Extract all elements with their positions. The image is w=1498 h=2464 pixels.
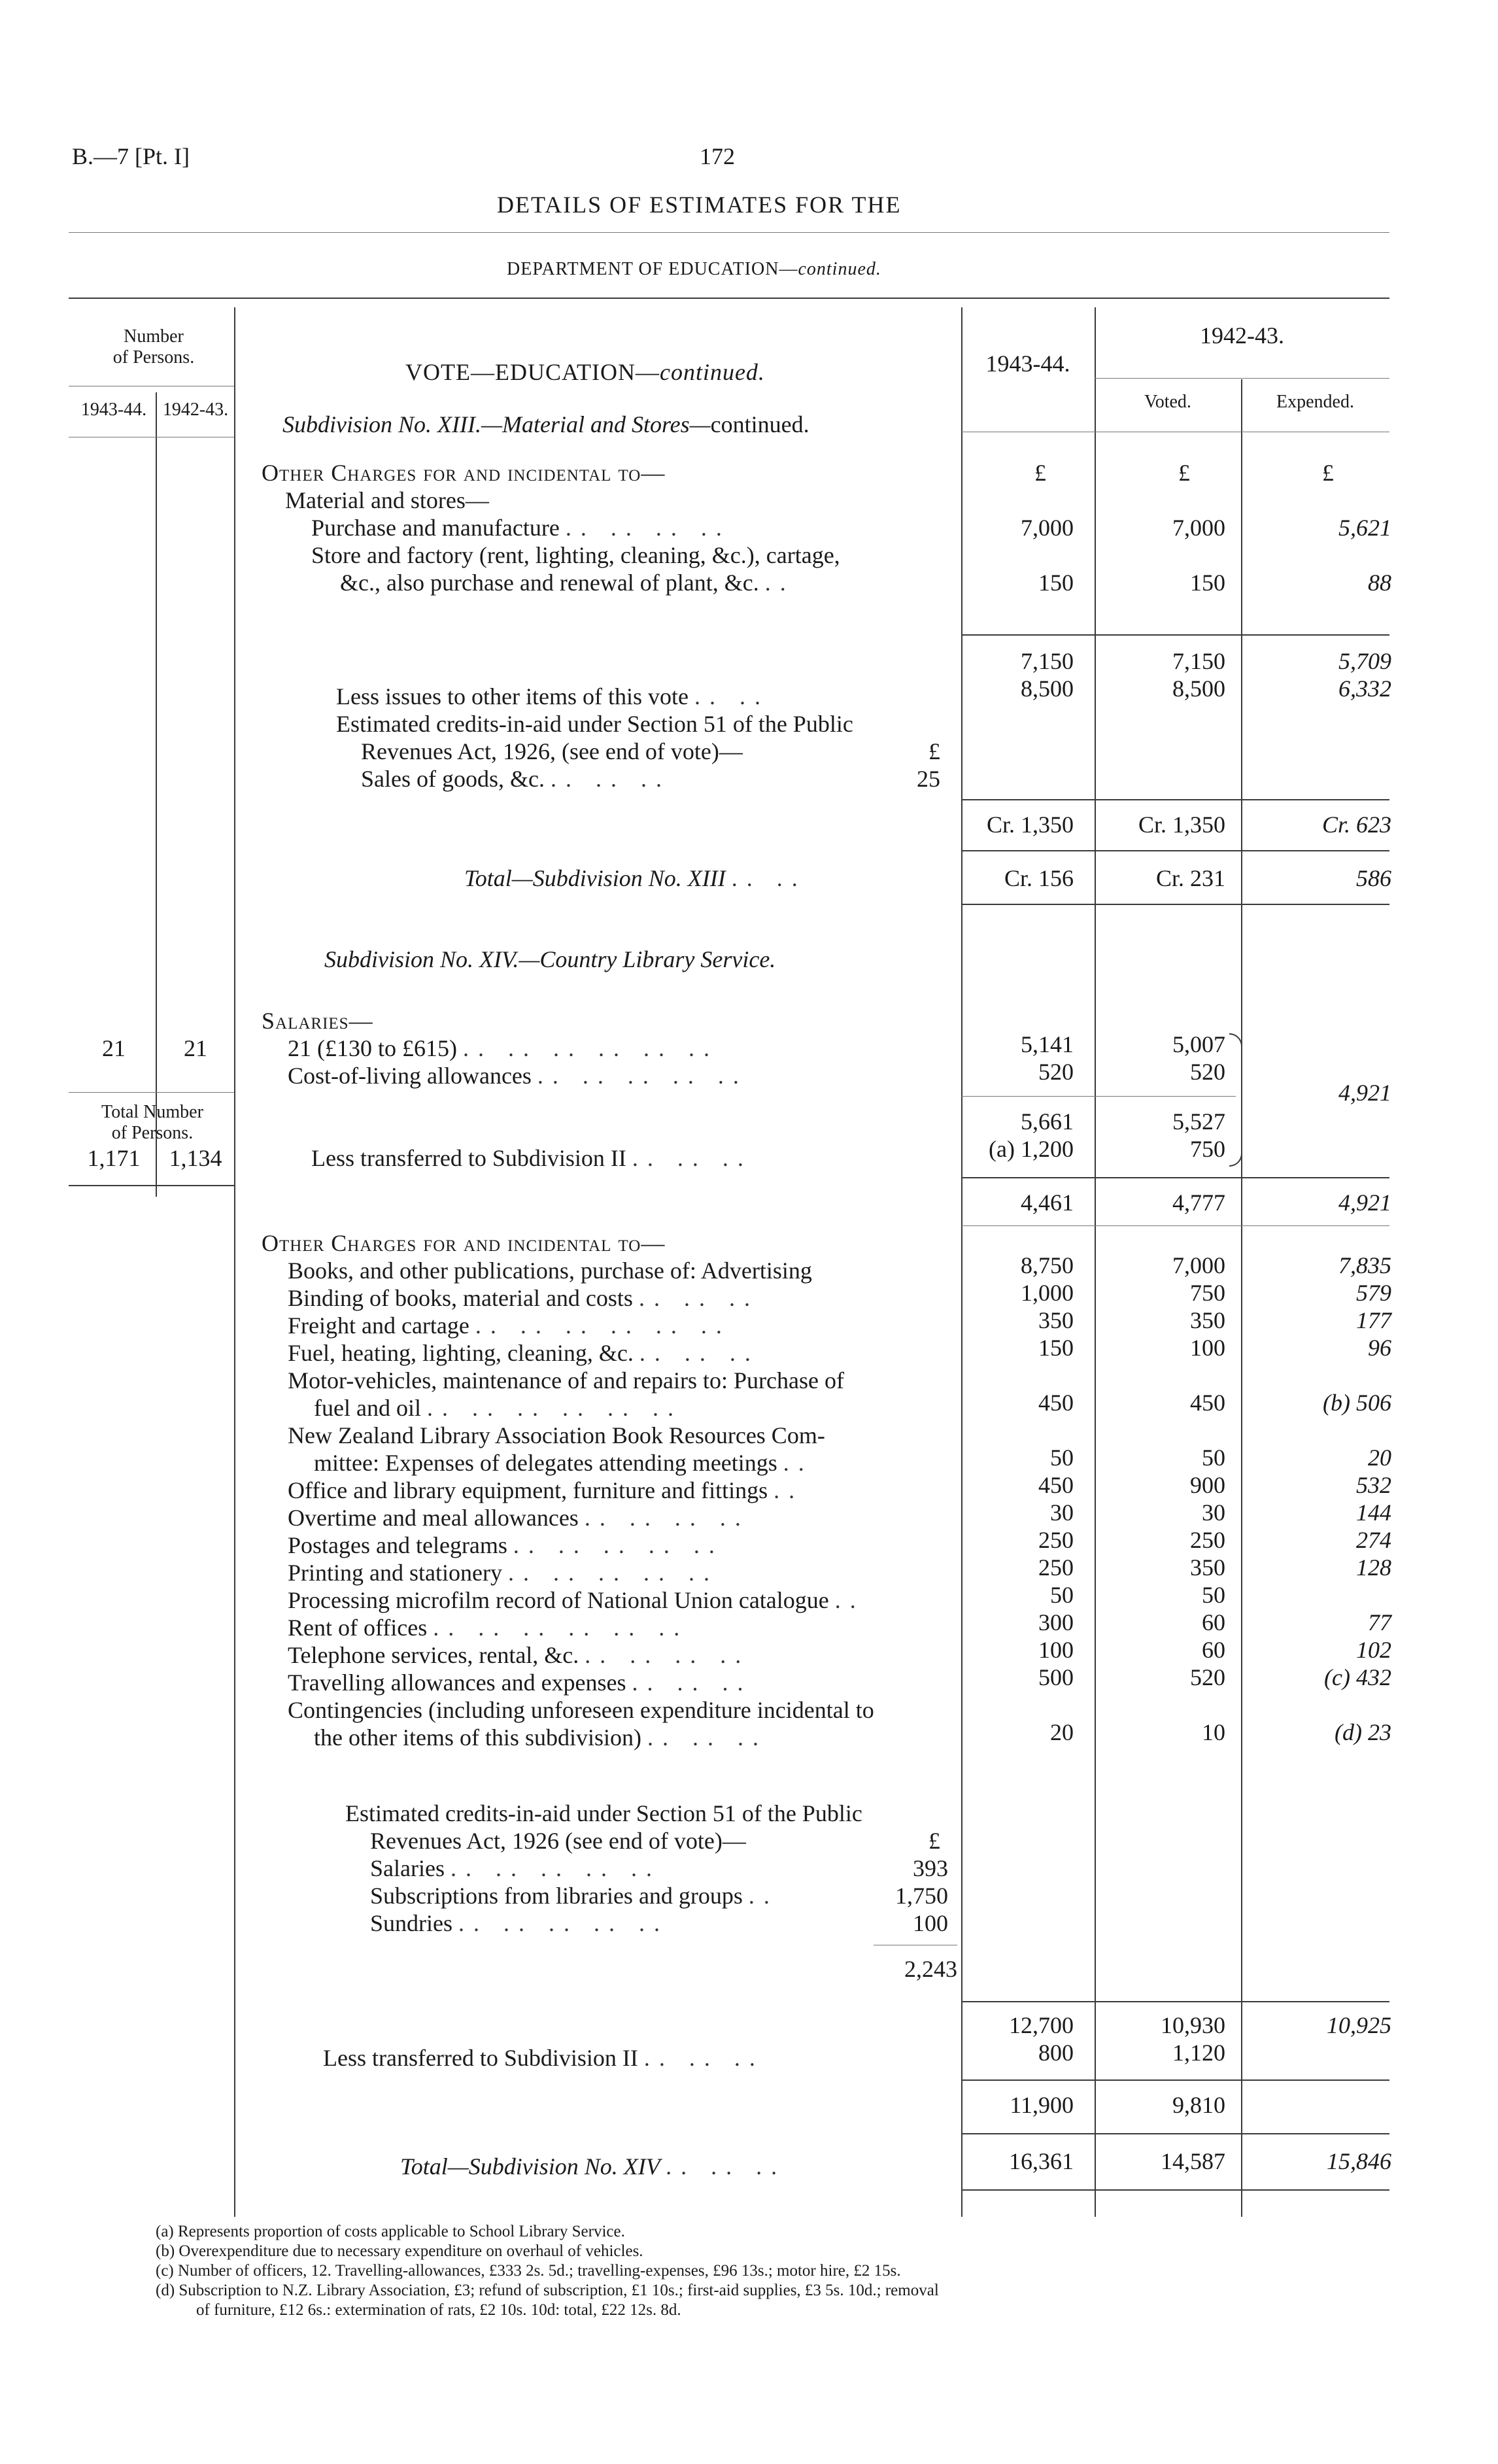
sub14-end-rule bbox=[961, 2189, 1389, 2191]
contingencies-expended: (d) 23 bbox=[1335, 1719, 1391, 1745]
microfilm-current: 50 bbox=[1050, 1582, 1074, 1608]
salaries-sub-rule bbox=[961, 1096, 1236, 1097]
overtime-label: Overtime and meal allowances .. .. .. .. bbox=[288, 1505, 750, 1531]
fuel-label: Fuel, heating, lighting, cleaning, &c. .. .. .. bbox=[288, 1340, 760, 1366]
salaries-range-label: 21 (£130 to £615) .. .. .. .. .. .. bbox=[288, 1035, 719, 1061]
sub13-credits-2: Revenues Act, 1926, (see end of vote)— bbox=[361, 738, 743, 764]
fuel-voted: 100 bbox=[1190, 1335, 1225, 1361]
sub13-total-voted: Cr. 231 bbox=[1155, 865, 1225, 891]
sub13-total-expended: 586 bbox=[1356, 865, 1391, 891]
less-issues-voted: 8,500 bbox=[1172, 676, 1225, 702]
cost-of-living-label: Cost-of-living allowances .. .. .. .. .. bbox=[288, 1063, 748, 1089]
telephone-voted: 60 bbox=[1202, 1637, 1225, 1663]
store-current: 150 bbox=[1038, 570, 1074, 596]
sub13-total-rule bbox=[961, 850, 1389, 851]
sub13-credits-pound: £ bbox=[928, 738, 940, 764]
purchase-label: Purchase and manufacture .. .. .. .. bbox=[311, 515, 731, 541]
persons-total-rule bbox=[69, 1092, 234, 1093]
rent-current: 300 bbox=[1038, 1609, 1074, 1635]
sub13-cr-expended: Cr. 623 bbox=[1321, 812, 1391, 838]
footnote-c: (c) Number of officers, 12. Travelling-allowances, £333 2s. 5d.; travelling-expenses, £96 13s.; motor hire, £2 15s. bbox=[156, 2262, 901, 2280]
persons-year-2: 1942-43. bbox=[162, 400, 229, 420]
less-transferred-voted: 750 bbox=[1190, 1136, 1225, 1162]
sub13-sum-current: 7,150 bbox=[1021, 648, 1074, 674]
sub13-sum-expended: 5,709 bbox=[1338, 648, 1391, 674]
table-top-rule bbox=[69, 298, 1389, 299]
salaries-net-expended: 4,921 bbox=[1338, 1189, 1391, 1216]
header-rule bbox=[69, 232, 1389, 233]
sub13-other-charges: Other Charges for and incidental to— bbox=[262, 460, 666, 486]
binding-expended: 579 bbox=[1356, 1280, 1391, 1306]
postages-expended: 274 bbox=[1356, 1527, 1391, 1553]
office-voted: 900 bbox=[1190, 1472, 1225, 1498]
microfilm-voted: 50 bbox=[1202, 1582, 1225, 1608]
contingencies-label-2: the other items of this subdivision) .. .. .. bbox=[314, 1724, 768, 1751]
rent-voted: 60 bbox=[1202, 1609, 1225, 1635]
sales-value: 25 bbox=[917, 766, 940, 792]
salaries-net-voted: 4,777 bbox=[1172, 1189, 1225, 1216]
motor-current: 450 bbox=[1038, 1390, 1074, 1416]
persons-end-rule bbox=[69, 1185, 234, 1186]
less-transferred-current: (a) 1,200 bbox=[989, 1136, 1074, 1162]
sub14-credits-2: Revenues Act, 1926 (see end of vote)— bbox=[370, 1828, 746, 1854]
salaries-end-rule bbox=[961, 1225, 1389, 1226]
less-transferred-2-label: Less transferred to Subdivision II .. .. .. bbox=[323, 2045, 764, 2071]
voted-header: Voted. bbox=[1144, 392, 1191, 412]
expended-header: Expended. bbox=[1276, 392, 1354, 412]
sub14-net-voted: 9,810 bbox=[1172, 2092, 1225, 2118]
telephone-current: 100 bbox=[1038, 1637, 1074, 1663]
salaries-voted: 5,007 bbox=[1172, 1031, 1225, 1057]
persons-header-2: of Persons. bbox=[112, 347, 195, 368]
sub14-credits-1: Estimated credits-in-aid under Section 51 of the Public bbox=[345, 1800, 862, 1826]
overtime-current: 30 bbox=[1050, 1499, 1074, 1526]
nzla-voted: 50 bbox=[1202, 1445, 1225, 1471]
total-persons-previous: 1,134 bbox=[169, 1145, 222, 1171]
salaries-brace bbox=[1229, 1033, 1242, 1167]
salaries-net-current: 4,461 bbox=[1021, 1189, 1074, 1216]
sub13-sum-voted: 7,150 bbox=[1172, 648, 1225, 674]
persons-column-line bbox=[234, 307, 235, 2217]
printing-voted: 350 bbox=[1190, 1554, 1225, 1581]
amount-column-line-1 bbox=[961, 307, 962, 2217]
sub14-credits-pound: £ bbox=[928, 1828, 940, 1854]
sub14-net-rule bbox=[961, 2079, 1389, 2081]
motor-label-2: fuel and oil .. .. .. .. .. .. bbox=[314, 1395, 683, 1421]
sub14-total-expended: 15,846 bbox=[1327, 2148, 1391, 2174]
credits-total: 2,243 bbox=[904, 1956, 957, 1982]
purchase-voted: 7,000 bbox=[1172, 515, 1225, 541]
books-label: Books, and other publications, purchase of: Advertising bbox=[288, 1258, 812, 1284]
persons-divider bbox=[156, 392, 157, 1197]
footnote-b: (b) Overexpenditure due to necessary expenditure on overhaul of vehicles. bbox=[156, 2242, 643, 2260]
sub14-sum-expended: 10,925 bbox=[1327, 2012, 1391, 2038]
store-expended: 88 bbox=[1368, 570, 1391, 596]
books-voted: 7,000 bbox=[1172, 1252, 1225, 1278]
store-label-2: &c., also purchase and renewal of plant, &c. .. bbox=[340, 570, 795, 596]
persons-year-1: 1943-44. bbox=[80, 400, 147, 420]
rent-expended: 77 bbox=[1368, 1609, 1391, 1635]
pound-col1: £ bbox=[1034, 460, 1046, 486]
amount-column-line-2 bbox=[1095, 307, 1096, 2217]
sub13-heading: Subdivision No. XIII.—Material and Stores—continued. bbox=[282, 411, 809, 437]
less-transferred-2-current: 800 bbox=[1038, 2040, 1074, 2066]
freight-voted: 350 bbox=[1190, 1307, 1225, 1333]
salaries-label: Salaries— bbox=[262, 1008, 373, 1034]
binding-label: Binding of books, material and costs .. .. .. bbox=[288, 1285, 759, 1311]
credit-salaries-label: Salaries .. .. .. .. .. bbox=[370, 1855, 661, 1881]
printing-current: 250 bbox=[1038, 1554, 1074, 1581]
amount-column-line-3 bbox=[1241, 379, 1242, 2217]
sub13-total-current: Cr. 156 bbox=[1004, 865, 1074, 891]
footnote-a: (a) Represents proportion of costs applicable to School Library Service. bbox=[156, 2223, 625, 2240]
microfilm-label: Processing microfilm record of National Union catalogue .. bbox=[288, 1587, 865, 1613]
overtime-voted: 30 bbox=[1202, 1499, 1225, 1526]
total-persons-current: 1,171 bbox=[87, 1145, 141, 1171]
year-header-rule bbox=[1095, 378, 1389, 379]
sub13-cr-rule bbox=[961, 799, 1389, 800]
sub14-sum-current: 12,700 bbox=[1009, 2012, 1074, 2038]
office-current: 450 bbox=[1038, 1472, 1074, 1498]
page-title: DETAILS OF ESTIMATES FOR THE bbox=[497, 192, 902, 218]
freight-label: Freight and cartage .. .. .. .. .. .. bbox=[288, 1312, 731, 1339]
sub14-other-charges: Other Charges for and incidental to— bbox=[262, 1230, 666, 1256]
sub14-sum-rule bbox=[961, 2001, 1389, 2002]
total-persons-label-2: of Persons. bbox=[111, 1123, 194, 1143]
credit-sundries-value: 100 bbox=[913, 1910, 948, 1936]
binding-current: 1,000 bbox=[1021, 1280, 1074, 1306]
sub14-total-voted: 14,587 bbox=[1161, 2148, 1225, 2174]
sub14-total-current: 16,361 bbox=[1009, 2148, 1074, 2174]
pound-col3: £ bbox=[1322, 460, 1334, 486]
salaries-subtotal-current: 5,661 bbox=[1021, 1108, 1074, 1135]
printing-expended: 128 bbox=[1356, 1554, 1391, 1581]
telephone-label: Telephone services, rental, &c. .. .. .. .. bbox=[288, 1642, 751, 1668]
nzla-current: 50 bbox=[1050, 1445, 1074, 1471]
material-label: Material and stores— bbox=[285, 487, 489, 513]
motor-voted: 450 bbox=[1190, 1390, 1225, 1416]
sub14-total-rule bbox=[961, 2133, 1389, 2134]
motor-expended: (b) 506 bbox=[1323, 1390, 1391, 1416]
nzla-expended: 20 bbox=[1368, 1445, 1391, 1471]
salaries-current: 5,141 bbox=[1021, 1031, 1074, 1057]
travelling-expended: (c) 432 bbox=[1324, 1664, 1391, 1690]
sub13-total-label: Total—Subdivision No. XIII .. .. bbox=[464, 865, 807, 891]
less-issues-expended: 6,332 bbox=[1338, 676, 1391, 702]
sub13-credits-1: Estimated credits-in-aid under Section 51 of the Public bbox=[336, 711, 853, 737]
page-subtitle: DEPARTMENT OF EDUCATION—continued. bbox=[507, 259, 881, 279]
less-transferred-label: Less transferred to Subdivision II .. .. .. bbox=[311, 1145, 753, 1171]
less-issues-label: Less issues to other items of this vote .. .. bbox=[336, 683, 770, 710]
postages-voted: 250 bbox=[1190, 1527, 1225, 1553]
col-voted: 520 bbox=[1190, 1059, 1225, 1085]
contingencies-label-1: Contingencies (including unforeseen expenditure incidental to bbox=[288, 1697, 874, 1723]
vote-title: VOTE—EDUCATION—continued. bbox=[405, 359, 765, 385]
store-label-1: Store and factory (rent, lighting, cleaning, &c.), cartage, bbox=[311, 542, 840, 568]
purchase-current: 7,000 bbox=[1021, 515, 1074, 541]
travelling-voted: 520 bbox=[1190, 1664, 1225, 1690]
travelling-label: Travelling allowances and expenses .. .. .. bbox=[288, 1669, 753, 1696]
salaries-subtotal-voted: 5,527 bbox=[1172, 1108, 1225, 1135]
sales-label: Sales of goods, &c. .. .. .. bbox=[361, 766, 671, 792]
travelling-current: 500 bbox=[1038, 1664, 1074, 1690]
sub13-cr-voted: Cr. 1,350 bbox=[1138, 812, 1225, 838]
office-label: Office and library equipment, furniture and fittings .. bbox=[288, 1477, 804, 1503]
telephone-expended: 102 bbox=[1356, 1637, 1391, 1663]
motor-label-1: Motor-vehicles, maintenance of and repairs to: Purchase of bbox=[288, 1367, 844, 1394]
less-transferred-2-voted: 1,120 bbox=[1172, 2040, 1225, 2066]
contingencies-voted: 10 bbox=[1202, 1719, 1225, 1745]
postages-current: 250 bbox=[1038, 1527, 1074, 1553]
credit-subscriptions-value: 1,750 bbox=[895, 1883, 948, 1909]
total-persons-label-1: Total Number bbox=[101, 1102, 203, 1122]
nzla-label-2: mittee: Expenses of delegates attending meetings .. bbox=[314, 1450, 813, 1476]
store-voted: 150 bbox=[1190, 570, 1225, 596]
salaries-expended: 4,921 bbox=[1338, 1080, 1391, 1106]
salaries-net-rule bbox=[961, 1177, 1389, 1178]
fuel-expended: 96 bbox=[1368, 1335, 1391, 1361]
persons-current: 21 bbox=[102, 1035, 126, 1061]
credit-sundries-label: Sundries .. .. .. .. .. bbox=[370, 1910, 669, 1936]
rent-label: Rent of offices .. .. .. .. .. .. bbox=[288, 1615, 689, 1641]
books-expended: 7,835 bbox=[1338, 1252, 1391, 1278]
year-current-header: 1943-44. bbox=[985, 351, 1070, 377]
sub13-sum-rule bbox=[961, 634, 1389, 636]
overtime-expended: 144 bbox=[1356, 1499, 1391, 1526]
footnote-d: (d) Subscription to N.Z. Library Association, £3; refund of subscription, £1 10s.; first-aid supplies, £3 5s. 10d.; removal bbox=[156, 2282, 939, 2299]
less-issues-current: 8,500 bbox=[1021, 676, 1074, 702]
freight-current: 350 bbox=[1038, 1307, 1074, 1333]
fuel-current: 150 bbox=[1038, 1335, 1074, 1361]
pound-col2: £ bbox=[1178, 460, 1190, 486]
freight-expended: 177 bbox=[1356, 1307, 1391, 1333]
persons-header: Number bbox=[124, 326, 184, 347]
footnote-d-cont: of furniture, £12 6s.: extermination of rats, £2 10s. 10d: total, £22 12s. 8d. bbox=[196, 2301, 681, 2319]
printing-label: Printing and stationery .. .. .. .. .. bbox=[288, 1560, 719, 1586]
document-reference: B.—7 [Pt. I] bbox=[72, 143, 190, 169]
sub14-heading: Subdivision No. XIV.—Country Library Service. bbox=[324, 946, 776, 972]
postages-label: Postages and telegrams .. .. .. .. .. bbox=[288, 1532, 724, 1558]
sub14-net-current: 11,900 bbox=[1010, 2092, 1074, 2118]
credit-subscriptions-label: Subscriptions from libraries and groups .. bbox=[370, 1883, 779, 1909]
binding-voted: 750 bbox=[1190, 1280, 1225, 1306]
sub14-sum-voted: 10,930 bbox=[1161, 2012, 1225, 2038]
books-current: 8,750 bbox=[1021, 1252, 1074, 1278]
sub13-cr-current: Cr. 1,350 bbox=[986, 812, 1074, 838]
office-expended: 532 bbox=[1356, 1472, 1391, 1498]
credit-salaries-value: 393 bbox=[913, 1855, 948, 1881]
col-current: 520 bbox=[1038, 1059, 1074, 1085]
nzla-label-1: New Zealand Library Association Book Resources Com- bbox=[288, 1422, 825, 1448]
persons-previous: 21 bbox=[184, 1035, 207, 1061]
contingencies-current: 20 bbox=[1050, 1719, 1074, 1745]
year-previous-header: 1942-43. bbox=[1200, 322, 1284, 349]
purchase-expended: 5,621 bbox=[1338, 515, 1391, 541]
page-number: 172 bbox=[700, 143, 735, 169]
sub14-total-label: Total—Subdivision No. XIV .. .. .. bbox=[400, 2153, 787, 2180]
sub13-end-rule bbox=[961, 904, 1389, 905]
